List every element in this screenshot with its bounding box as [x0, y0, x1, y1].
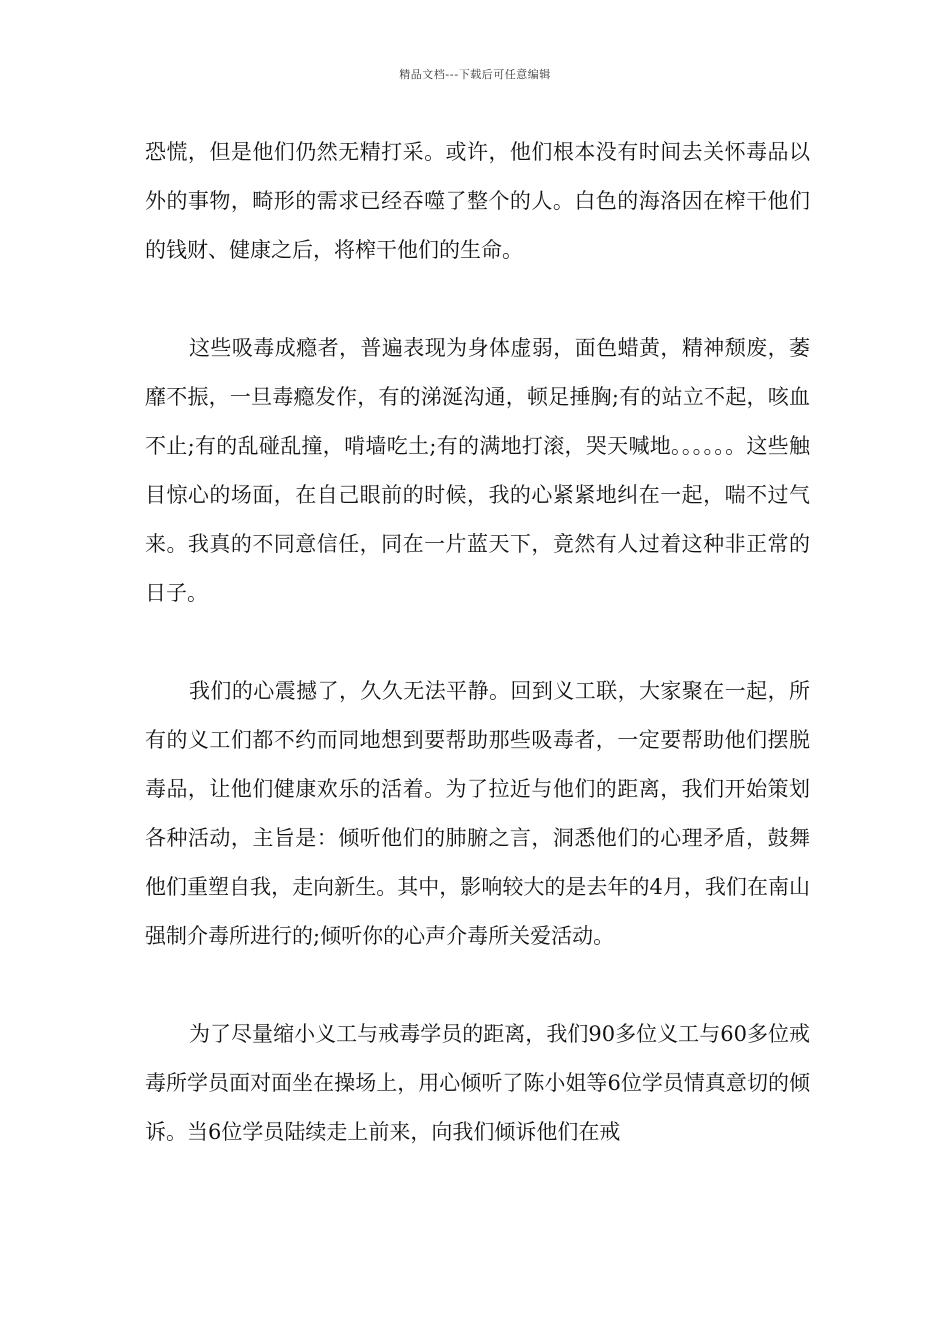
paragraph-3: 我们的心震撼了，久久无法平静。回到义工联，大家聚在一起，所有的义工们都不约而同地想到要帮助那些吸毒者，一定要帮助他们摆脱毒品，让他们健康欢乐的活着。为了拉近与他们的距离，我们开始策划各种活动，主旨是：倾听他们的肺腑之言，洞悉他们的心理矛盾，鼓舞他们重塑自我，走向新生。其中，影响较大的是去年的4月，我们在南山强制介毒所进行的;倾听你的心声介毒所关爱活动。 — [145, 679, 810, 948]
paragraph-2: 这些吸毒成瘾者，普遍表现为身体虚弱，面色蜡黄，精神颓废，萎靡不振，一旦毒瘾发作，有的涕涎沟通，顿足捶胸;有的站立不起，咳血不止;有的乱碰乱撞，啃墙吃土;有的满地打滚，哭天喊地。。。。。。这些触目惊心的场面，在自己眼前的时候，我的心紧紧地纠在一起，喘不过气来。我真的不同意信任，同在一片蓝天下，竟然有人过着这种非正常的日子。 — [145, 336, 810, 605]
page-header: 精品文档---下载后可任意编辑 — [399, 68, 551, 81]
paragraph-4: 为了尽量缩小义工与戒毒学员的距离，我们90多位义工与60多位戒毒所学员面对面坐在操场上，用心倾听了陈小姐等6位学员情真意切的倾诉。当6位学员陆续走上前来，向我们倾诉他们在戒 — [145, 1022, 810, 1144]
document-body — [145, 128, 810, 1206]
paragraph-1: 恐慌，但是他们仍然无精打采。或许，他们根本没有时间去关怀毒品以外的事物，畸形的需求已经吞噬了整个的人。白色的海洛因在榨干他们的钱财、健康之后，将榨干他们的生命。 — [145, 140, 810, 262]
